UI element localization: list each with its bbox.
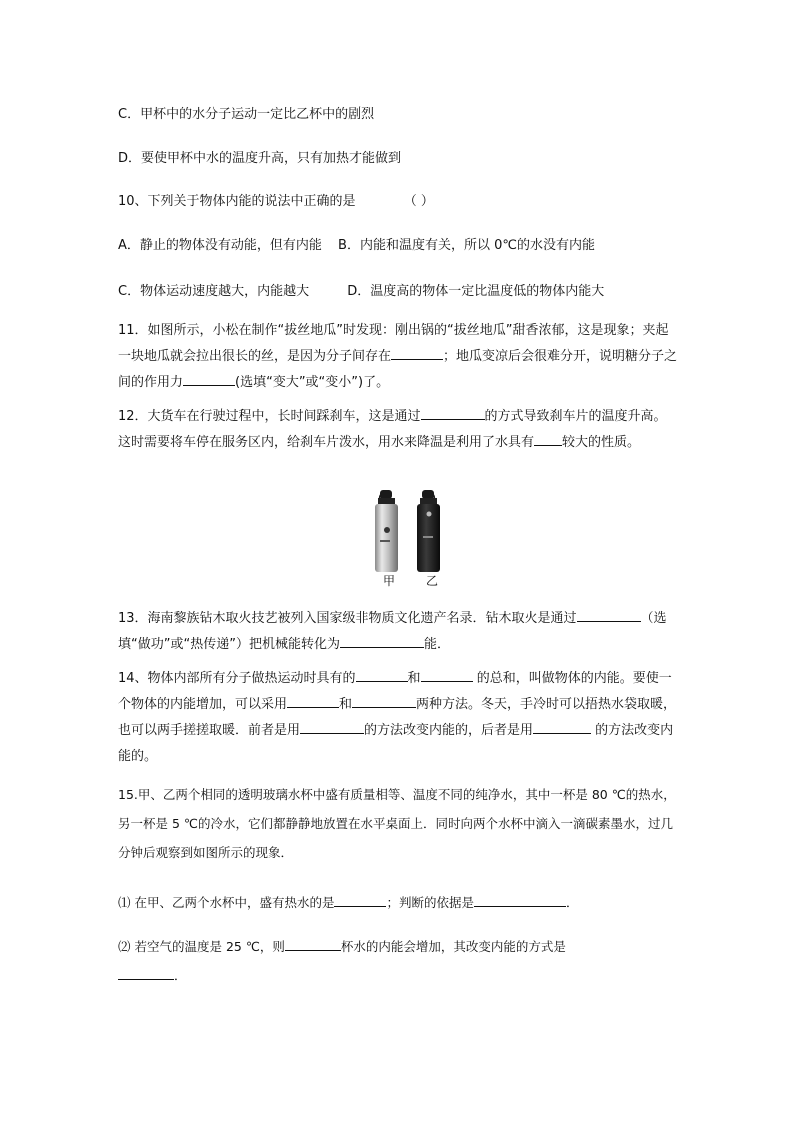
answer-blank[interactable]: [352, 693, 416, 708]
q12-text-1: 12．大货车在行驶过程中，长时间踩刹车，这是通过: [118, 409, 421, 424]
answer-blank[interactable]: [421, 405, 485, 420]
answer-blank[interactable]: [554, 431, 562, 446]
answer-blank[interactable]: [356, 667, 408, 682]
q10-option-d: D．温度高的物体一定比温度低的物体内能大: [347, 284, 605, 299]
answer-blank[interactable]: [474, 892, 566, 907]
q12-text-3: 较大的性质。: [562, 435, 641, 450]
answer-blank[interactable]: [285, 936, 341, 951]
answer-blank[interactable]: [533, 719, 591, 734]
q15-s1-text-1: ⑴ 在甲、乙两个水杯中，盛有热水的是: [118, 895, 335, 910]
answer-blank[interactable]: [183, 371, 235, 386]
bottles-figure: [368, 490, 448, 590]
answer-blank[interactable]: [287, 693, 339, 708]
q14-text-4: 和: [339, 697, 353, 712]
q10-stem: [118, 193, 434, 211]
q14-text-6: 的方法改变内能的，后者是用: [364, 723, 534, 738]
q15-s2-text-1: ⑵ 若空气的温度是 25 ℃，则: [118, 939, 285, 954]
bottle-yi: [417, 490, 440, 572]
question-15-stem: 15.甲、乙两个相同的透明玻璃水杯中盛有质量相等、温度不同的纯净水，其中一杯是 80 ℃的热水，另一杯是 5 ℃的冷水，它们都静静地放置在水平桌面上．同时向两个水杯中滴入一滴碳素墨水，过几分钟后观察到如图所示的现象．: [118, 787, 676, 860]
answer-blank[interactable]: [577, 607, 641, 622]
q10-stem-text: 10、下列关于物体内能的说法中正确的是: [118, 194, 356, 209]
bottles-image: [368, 490, 448, 574]
q11-text-1: 11．如图所示，小松在制作“拔丝地瓜”时发现：刚出锅的“拔丝地瓜”甜香浓郁，这是现象；夹起一块地瓜就会拉出很长的丝，是因为分子间存在: [118, 323, 669, 364]
label-yi: 乙: [426, 574, 439, 588]
question-11: [118, 318, 678, 396]
bottle-jia: [375, 490, 398, 572]
q14-text-5: 两种方法。冬天，手冷时可以捂热水袋取暖，也可以两手搓搓取暖．前者是用: [118, 697, 677, 738]
q10-option-b: B．内能和温度有关，所以 0℃的水没有内能: [338, 238, 595, 253]
q13-text-1: 13．海南黎族钻木取火技艺被列入国家级非物质文化遗产名录．钻木取火是通过: [118, 611, 577, 626]
q10-option-c: C．物体运动速度越大，内能越大: [118, 284, 310, 299]
q13-text-2: （选填“做功”或“热传递”）把机械能转化为: [118, 611, 667, 652]
answer-blank[interactable]: [391, 345, 443, 360]
answer-blank[interactable]: [300, 719, 364, 734]
question-14: [118, 666, 678, 770]
q12-text-2: 的方式导致刹车片的温度升高。这时需要将车停在服务区内，给刹车片泼水，用水来降温是利用了水具有: [118, 409, 667, 450]
q15-s2-text-2: 杯水的内能会增加，其改变内能的方式是: [340, 939, 566, 954]
question-12: [118, 404, 678, 456]
question-13: [118, 606, 678, 658]
answer-blank[interactable]: [534, 431, 554, 446]
q10-option-a: A．静止的物体没有动能，但有内能: [118, 238, 322, 253]
q13-text-3: 能．: [423, 637, 450, 652]
q15-s1-text-3: ．: [566, 895, 579, 910]
q10-options-cd: [118, 283, 604, 301]
question-15-part-2: [118, 932, 683, 990]
q11-text-3: (选填“变大”或“变小”)了。: [235, 375, 390, 390]
q14-text-2: 和: [407, 671, 421, 686]
answer-blank[interactable]: [334, 892, 386, 907]
question-15-part-1: [118, 892, 579, 912]
answer-blank[interactable]: [340, 633, 424, 648]
q15-s1-text-2: ；判断的依据是: [386, 895, 474, 910]
q9-option-c: C．甲杯中的水分子运动一定比乙杯中的剧烈: [118, 107, 375, 122]
answer-blank[interactable]: [118, 965, 174, 980]
q11-text-2: ；地瓜变凉后会很难分开，说明糖分子之间的作用力: [118, 349, 678, 390]
answer-bracket: （ ）: [403, 194, 434, 209]
q9-option-d: D．要使甲杯中水的温度升高，只有加热才能做到: [118, 151, 402, 166]
q14-text-1: 14、物体内部所有分子做热运动时具有的: [118, 671, 356, 686]
q10-options-ab: [118, 237, 595, 255]
q14-text-7: 的方法改变内能的。: [118, 723, 674, 764]
q14-text-3: 的总和，叫做物体的内能。要使一个物体的内能增加，可以采用: [118, 671, 672, 712]
label-jia: 甲: [383, 574, 396, 588]
answer-blank[interactable]: [421, 667, 473, 682]
q15-s2-text-3: ．: [174, 968, 187, 983]
